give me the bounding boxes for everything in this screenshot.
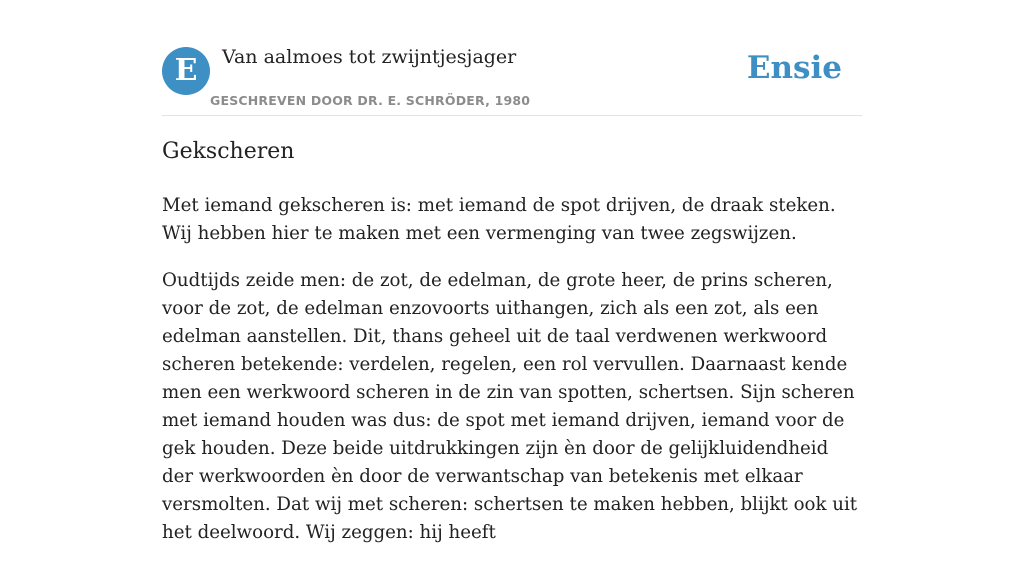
- ensie-logo-icon[interactable]: E: [162, 47, 210, 95]
- author-byline: GESCHREVEN DOOR DR. E. SCHRÖDER, 1980: [210, 93, 531, 108]
- ensie-brand-link[interactable]: Ensie: [746, 50, 842, 86]
- book-title-link[interactable]: Van aalmoes tot zwijntjesjager: [222, 46, 517, 68]
- entry-content: [162, 192, 862, 566]
- paragraph: Oudtijds zeide men: de zot, de edelman, de grote heer, de prins scheren, voor de zot, de edelman enzovoorts uithangen, zich als een zot, als een edelman aanstellen. Dit, thans geheel uit de taal verdwenen werkwoord scheren betekende: verdelen, regelen, een rol vervullen. Daarnaast kende men een werkwoord scheren in de zin van spotten, schertsen. Sijn scheren met iemand houden was dus: de spot met iemand drijven, iemand voor de gek houden. Deze beide uitdrukkingen zijn èn door de gelijkluidendheid der werkwoorden èn door de verwantschap van betekenis met elkaar versmolten. Dat wij met scheren: schertsen te maken hebben, blijkt ook uit het deelwoord. Wij zeggen: hij heeft: [162, 270, 858, 543]
- paragraph: Met iemand gekscheren is: met iemand de spot drijven, de draak steken. Wij hebben hier te maken met een vermenging van twee zegswijzen.: [162, 195, 836, 244]
- entry-title: Gekscheren: [162, 139, 295, 164]
- header: [162, 46, 862, 116]
